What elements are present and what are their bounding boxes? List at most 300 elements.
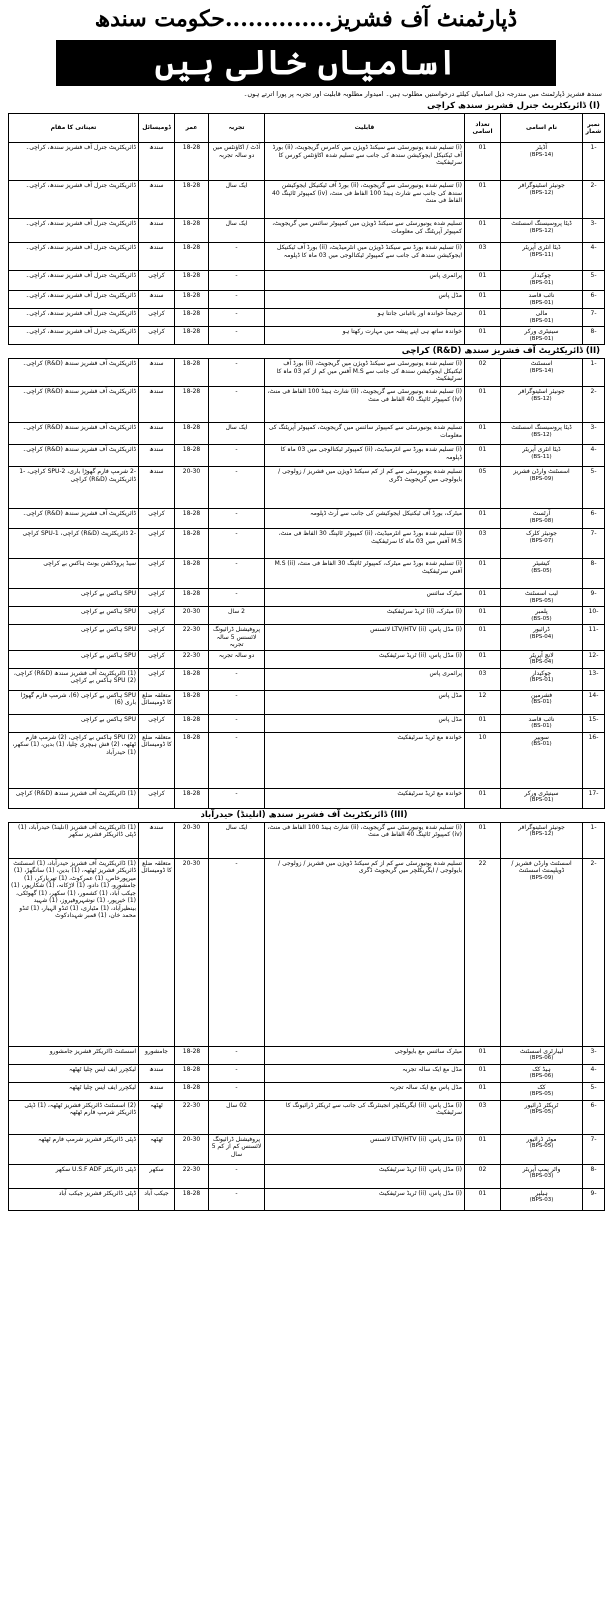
dom-cell: سندھ: [139, 143, 175, 181]
post-name-cell: جونیئر کلرک (BPS-07): [501, 529, 583, 559]
post-name-cell: جونیئر اسٹینوگرافر (BS-12): [501, 387, 583, 423]
age-cell: 22-30: [175, 650, 209, 668]
count-cell: 01: [465, 423, 501, 445]
post-name-cell: کک (BPS-05): [501, 1082, 583, 1100]
age-cell: 18-28: [175, 529, 209, 559]
qual-cell: تسلیم شدہ یونیورسٹی سے کم از کم سیکنڈ ڈویژن میں فشریز / زولوجی / بایولوجی / ایگریکلچر میں گریجویٹ ڈگری: [265, 858, 465, 1046]
table-row: [9, 822, 605, 858]
count-cell: 01: [465, 1082, 501, 1100]
dom-cell: سندھ: [139, 822, 175, 858]
dom-cell: ٹھٹھہ: [139, 1134, 175, 1164]
qual-cell: مڈل پاس: [265, 291, 465, 309]
age-cell: 18-28: [175, 143, 209, 181]
qual-cell: تسلیم شدہ یونیورسٹی سے کم از کم سیکنڈ ڈویژن میں فشریز / زولوجی / بایولوجی میں گریجویٹ ڈگری: [265, 467, 465, 509]
place-cell: -2 شرمپ فارم گھوڑا باری، SPU-2 کراچی، -1 ڈائریکٹریٹ (R&D) کراچی: [9, 467, 139, 509]
qual-cell: میٹرک سائنس: [265, 589, 465, 607]
post-name-cell: اسسٹنٹ (BPS-14): [501, 359, 583, 387]
place-cell: ڈپٹی ڈائریکٹر U.S.F ADF سکھر: [9, 1164, 139, 1188]
dom-cell: سندھ: [139, 181, 175, 219]
vacancy-table: [8, 822, 605, 1211]
age-cell: 18-28: [175, 219, 209, 243]
qual-cell: (i) تسلیم شدہ یونیورسٹی سے سیکنڈ ڈویژن میں کامرس گریجویٹ، (ii) بورڈ آف ٹیکنیکل ایجوکیشن سندھ کی جانب سے تسلیم شدہ اکاؤنٹس کورس کا سرٹیفکیٹ: [265, 143, 465, 181]
place-cell: ڈائریکٹریٹ جنرل آف فشریز سندھ، کراچی۔: [9, 327, 139, 345]
place-cell: (2) اسسٹنٹ ڈائریکٹر فشریز ٹھٹھہ، (1) ڈپٹی ڈائریکٹر شرمپ فارم ٹھٹھہ: [9, 1100, 139, 1134]
dom-cell: کراچی: [139, 714, 175, 732]
qual-cell: (i) تسلیم شدہ بورڈ سے سیکنڈ ڈویژن میں انٹرمیڈیٹ، (ii) بورڈ آف ٹیکنیکل ایجوکیشن سندھ کی جانب سے کمپیوٹر ٹیکنالوجی میں 03 ماہ کا ڈپلومہ: [265, 243, 465, 271]
post-name-cell: ڈیٹا انٹری آپریٹر (BPS-11): [501, 243, 583, 271]
age-cell: 18-28: [175, 271, 209, 291]
sections-container: [8, 101, 604, 1211]
count-cell: 01: [465, 143, 501, 181]
no-cell: -12: [583, 650, 605, 668]
count-cell: 01: [465, 1064, 501, 1082]
table-row: [9, 1134, 605, 1164]
place-cell: ڈائریکٹریٹ آف فشریز سندھ (R&D) کراچی۔: [9, 423, 139, 445]
exp-cell: -: [209, 359, 265, 387]
qual-cell: مڈل پاس مع ایک سالہ تجربہ: [265, 1082, 465, 1100]
exp-cell: -: [209, 529, 265, 559]
place-cell: (2) SPU ہاکس بے کراچی، (2) شرمپ فارم ٹھٹھہ، (2) فش ہیچری چلیا، (1) بدین، (1) سکھر، (1) حیدرآباد: [9, 732, 139, 788]
no-cell: -14: [583, 690, 605, 714]
count-cell: 01: [465, 714, 501, 732]
age-cell: 18-28: [175, 445, 209, 467]
post-name-cell: ڈرائیور (BPS-04): [501, 625, 583, 651]
no-cell: -5: [583, 1082, 605, 1100]
table-row: [9, 143, 605, 181]
exp-cell: -: [209, 1164, 265, 1188]
qual-cell: (i) مڈل پاس، (ii) ٹریڈ سرٹیفکیٹ: [265, 650, 465, 668]
post-name-cell: ڈیٹا پروسیسنگ اسسٹنٹ (BS-12): [501, 423, 583, 445]
no-cell: -1: [583, 143, 605, 181]
dom-cell: سندھ: [139, 387, 175, 423]
count-cell: 12: [465, 690, 501, 714]
place-cell: -2 ڈائریکٹریٹ (R&D) کراچی، SPU-1 کراچی: [9, 529, 139, 559]
no-cell: -4: [583, 445, 605, 467]
table-row: [9, 1046, 605, 1064]
qual-cell: مڈل پاس: [265, 690, 465, 714]
count-cell: 22: [465, 858, 501, 1046]
qual-cell: (i) مڈل پاس، (ii) ٹریڈ سرٹیفکیٹ: [265, 1164, 465, 1188]
qual-cell: مڈل پاس: [265, 714, 465, 732]
no-cell: -3: [583, 423, 605, 445]
dom-cell: کراچی: [139, 607, 175, 625]
exp-cell: -: [209, 467, 265, 509]
table-row: [9, 327, 605, 345]
dom-cell: کراچی: [139, 650, 175, 668]
column-header: عمر: [175, 114, 209, 143]
age-cell: 18-28: [175, 690, 209, 714]
qual-cell: (i) تسلیم شدہ یونیورسٹی سے گریجویٹ، (ii) شارٹ ہینڈ 100 الفاظ فی منٹ، (iv) کمپیوٹر ٹائپنگ 40 الفاظ فی منٹ: [265, 822, 465, 858]
count-cell: 01: [465, 559, 501, 589]
table-row: [9, 650, 605, 668]
column-header: تجربہ: [209, 114, 265, 143]
dom-cell: سندھ: [139, 1064, 175, 1082]
count-cell: 03: [465, 243, 501, 271]
exp-cell: -: [209, 445, 265, 467]
section-title: (III) ڈائریکٹریٹ آف فشریز سندھ (انلینڈ) حیدرآباد: [200, 809, 408, 820]
age-cell: 18-28: [175, 181, 209, 219]
age-cell: 20-30: [175, 467, 209, 509]
table-row: [9, 559, 605, 589]
qual-cell: تسلیم شدہ یونیورسٹی سے کمپیوٹر سائنس میں گریجویٹ، کمپیوٹر آپریٹنگ کی معلومات: [265, 423, 465, 445]
no-cell: -13: [583, 668, 605, 690]
age-cell: 18-28: [175, 327, 209, 345]
exp-cell: دو سالہ تجربہ: [209, 650, 265, 668]
exp-cell: پروفیشنل ڈرائیونگ لائسنس 5 سالہ تجربہ: [209, 625, 265, 651]
age-cell: 18-28: [175, 359, 209, 387]
column-header: نام اسامی: [501, 114, 583, 143]
dom-cell: جیکب آباد: [139, 1188, 175, 1210]
dom-cell: سندھ: [139, 243, 175, 271]
exp-cell: -: [209, 788, 265, 808]
count-cell: 01: [465, 822, 501, 858]
age-cell: 22-30: [175, 625, 209, 651]
count-cell: 03: [465, 668, 501, 690]
place-cell: سیڈ پروڈکشن یونٹ ہاکس بے کراچی: [9, 559, 139, 589]
place-cell: ڈائریکٹریٹ جنرل آف فشریز سندھ، کراچی۔: [9, 309, 139, 327]
count-cell: 01: [465, 1046, 501, 1064]
age-cell: 18-28: [175, 668, 209, 690]
dom-cell: کراچی: [139, 327, 175, 345]
post-name-cell: جونیئر اسٹینوگرافر (BPS-12): [501, 181, 583, 219]
post-name-cell: ڈیٹا انٹری آپریٹر (BS-11): [501, 445, 583, 467]
table-row: [9, 1164, 605, 1188]
count-cell: 05: [465, 467, 501, 509]
table-row: [9, 445, 605, 467]
exp-cell: -: [209, 1188, 265, 1210]
place-cell: SPU ہاکس بے کراچی: [9, 625, 139, 651]
post-name-cell: لانچ آپریٹر (BPS-04): [501, 650, 583, 668]
count-cell: 01: [465, 788, 501, 808]
table-row: [9, 858, 605, 1046]
place-cell: (1) ڈائریکٹریٹ آف فشریز حیدرآباد، (1) اسسٹنٹ ڈائریکٹر فشریز ٹھٹھہ، (1) بدین، (1) سانگھڑ، (1) میرپورخاص، (1) عمرکوٹ، (1) تھرپارکر، (1) جامشورو، (1) دادو، (1) لاڑکانہ، (1) شکارپور، (1) جیکب آباد، (1) کشمور، (1) سکھر، (1) گھوٹکی، (1) خیرپور، (1) نوشہروفیروز، (1) شہید بینظیرآباد، (1) مٹیاری، (1) ٹنڈو الہیار، (1) ٹنڈو محمد خان، (1) قمبر شہدادکوٹ: [9, 858, 139, 1046]
no-cell: -8: [583, 327, 605, 345]
age-cell: 18-28: [175, 243, 209, 271]
section-title: (I) ڈائریکٹریٹ جنرل فشریز سندھ کراچی: [427, 101, 600, 111]
post-name-cell: ٹریکٹر ڈرائیور (BPS-05): [501, 1100, 583, 1134]
age-cell: 18-28: [175, 387, 209, 423]
count-cell: 01: [465, 625, 501, 651]
count-cell: 01: [465, 509, 501, 529]
dom-cell: جامشورو: [139, 1046, 175, 1064]
dom-cell: سندھ: [139, 467, 175, 509]
dom-cell: متعلقہ ضلع کا ڈومیسائل: [139, 858, 175, 1046]
place-cell: ڈائریکٹریٹ آف فشریز سندھ (R&D) کراچی۔: [9, 359, 139, 387]
no-cell: -5: [583, 467, 605, 509]
qual-cell: (i) مڈل پاس، (ii) LTV/HTV لائسنس: [265, 1134, 465, 1164]
age-cell: 18-28: [175, 423, 209, 445]
post-name-cell: اسسٹنٹ وارڈن فشریز (BPS-09): [501, 467, 583, 509]
no-cell: -3: [583, 219, 605, 243]
exp-cell: -: [209, 668, 265, 690]
age-cell: 18-28: [175, 714, 209, 732]
qual-cell: میٹرک، بورڈ آف ٹیکنیکل ایجوکیشن کی جانب سے آرٹ ڈپلومہ: [265, 509, 465, 529]
dom-cell: متعلقہ ضلع کا ڈومیسائل: [139, 690, 175, 714]
exp-cell: ایک سال: [209, 219, 265, 243]
exp-cell: -: [209, 732, 265, 788]
age-cell: 18-28: [175, 788, 209, 808]
qual-cell: خواندہ مع ٹریڈ سرٹیفکیٹ: [265, 788, 465, 808]
age-cell: 18-28: [175, 1082, 209, 1100]
table-row: [9, 668, 605, 690]
count-cell: 01: [465, 271, 501, 291]
table-row: [9, 219, 605, 243]
dom-cell: سندھ: [139, 359, 175, 387]
count-cell: 01: [465, 445, 501, 467]
post-name-cell: سینیٹری ورکر (BPS-01): [501, 788, 583, 808]
dom-cell: سندھ: [139, 291, 175, 309]
no-cell: -7: [583, 309, 605, 327]
exp-cell: -: [209, 690, 265, 714]
table-row: [9, 387, 605, 423]
count-cell: 02: [465, 359, 501, 387]
age-cell: 20-30: [175, 1134, 209, 1164]
count-cell: 01: [465, 181, 501, 219]
age-cell: 22-30: [175, 1164, 209, 1188]
place-cell: SPU ہاکس بے کراچی: [9, 589, 139, 607]
no-cell: -8: [583, 559, 605, 589]
count-cell: 01: [465, 650, 501, 668]
exp-cell: -: [209, 1046, 265, 1064]
dom-cell: سندھ: [139, 423, 175, 445]
qual-cell: (i) تسلیم شدہ یونیورسٹی سے گریجویٹ، (ii) شارٹ ہینڈ 100 الفاظ فی منٹ، (iv) کمپیوٹر ٹائپنگ 40 الفاظ فی منٹ: [265, 387, 465, 423]
no-cell: -17: [583, 788, 605, 808]
place-cell: SPU ہاکس بے کراچی (6)، شرمپ فارم گھوڑا باری (6): [9, 690, 139, 714]
column-header: تعداد اسامی: [465, 114, 501, 143]
no-cell: -7: [583, 529, 605, 559]
no-cell: -16: [583, 732, 605, 788]
age-cell: 20-30: [175, 822, 209, 858]
count-cell: 01: [465, 219, 501, 243]
place-cell: اسسٹنٹ ڈائریکٹر فشریز جامشورو: [9, 1046, 139, 1064]
place-cell: لیکچرر ایف ایس چلیا ٹھٹھہ: [9, 1064, 139, 1082]
place-cell: ڈائریکٹریٹ جنرل آف فشریز سندھ، کراچی۔: [9, 243, 139, 271]
table-row: [9, 589, 605, 607]
exp-cell: -: [209, 714, 265, 732]
place-cell: SPU ہاکس بے کراچی: [9, 650, 139, 668]
dom-cell: متعلقہ ضلع کا ڈومیسائل: [139, 732, 175, 788]
table-row: [9, 607, 605, 625]
place-cell: ڈائریکٹریٹ آف فشریز سندھ (R&D) کراچی۔: [9, 387, 139, 423]
exp-cell: ایک سال: [209, 181, 265, 219]
post-name-cell: فشرمین (BS-01): [501, 690, 583, 714]
dom-cell: سندھ: [139, 219, 175, 243]
count-cell: 01: [465, 607, 501, 625]
qual-cell: پرائمری پاس: [265, 668, 465, 690]
column-header: ڈومیسائل: [139, 114, 175, 143]
post-name-cell: لیب اسسٹنٹ (BPS-05): [501, 589, 583, 607]
place-cell: (1) ڈائریکٹریٹ آف فشریز سندھ (R&D) کراچی: [9, 788, 139, 808]
post-name-cell: چوکیدار (BPS-01): [501, 668, 583, 690]
exp-cell: -: [209, 559, 265, 589]
age-cell: 18-28: [175, 732, 209, 788]
table-row: [9, 291, 605, 309]
qual-cell: مڈل مع ایک سالہ تجربہ: [265, 1064, 465, 1082]
post-name-cell: اسسٹنٹ وارڈن فشریز / ڈویلپمنٹ اسسٹنٹ (BPS-09): [501, 858, 583, 1046]
qual-cell: ترجیحاً خواندہ اور باغبانی جانتا ہو: [265, 309, 465, 327]
post-name-cell: آرٹسٹ (BPS-08): [501, 509, 583, 529]
table-row: [9, 309, 605, 327]
count-cell: 03: [465, 1100, 501, 1134]
place-cell: ڈائریکٹریٹ جنرل آف فشریز سندھ، کراچی۔: [9, 219, 139, 243]
vacancy-table: [8, 358, 605, 809]
dom-cell: سندھ: [139, 1082, 175, 1100]
exp-cell: 2 سال: [209, 607, 265, 625]
place-cell: لیکچرر ایف ایس چلیا ٹھٹھہ: [9, 1082, 139, 1100]
no-cell: -2: [583, 387, 605, 423]
post-name-cell: موٹر ڈرائیور (BPS-05): [501, 1134, 583, 1164]
post-name-cell: واٹر پمپ آپریٹر (BPS-03): [501, 1164, 583, 1188]
dom-cell: کراچی: [139, 788, 175, 808]
column-header: تعیناتی کا مقام: [9, 114, 139, 143]
no-cell: -2: [583, 181, 605, 219]
place-cell: ڈائریکٹریٹ جنرل آف فشریز سندھ، کراچی۔: [9, 271, 139, 291]
table-row: [9, 1100, 605, 1134]
age-cell: 18-28: [175, 589, 209, 607]
post-name-cell: چوکیدار (BPS-01): [501, 271, 583, 291]
exp-cell: -: [209, 327, 265, 345]
post-name-cell: پلمبر (BS-05): [501, 607, 583, 625]
count-cell: 01: [465, 589, 501, 607]
count-cell: 02: [465, 1164, 501, 1188]
table-row: [9, 359, 605, 387]
age-cell: 18-28: [175, 509, 209, 529]
table-row: [9, 1188, 605, 1210]
no-cell: -10: [583, 607, 605, 625]
age-cell: 18-28: [175, 1046, 209, 1064]
dom-cell: ٹھٹھہ: [139, 1100, 175, 1134]
no-cell: -6: [583, 509, 605, 529]
exp-cell: -: [209, 243, 265, 271]
table-row: [9, 181, 605, 219]
no-cell: -2: [583, 858, 605, 1046]
qual-cell: پرائمری پاس: [265, 271, 465, 291]
post-name-cell: کیشیئر (BS-05): [501, 559, 583, 589]
qual-cell: (i) تسلیم شدہ یونیورسٹی سے گریجویٹ، (ii) بورڈ آف ٹیکنیکل ایجوکیشن سندھ کی جانب سے شارٹ ہینڈ 100 الفاظ فی منٹ، (iv) کمپیوٹر ٹائپنگ 40 الفاظ فی منٹ: [265, 181, 465, 219]
table-row: [9, 529, 605, 559]
post-name-cell: سویپر (BS-01): [501, 732, 583, 788]
count-cell: 03: [465, 529, 501, 559]
place-cell: (1) ڈائریکٹریٹ آف فشریز (انلینڈ) حیدرآباد، (1) ڈپٹی ڈائریکٹر فشریز سکھر: [9, 822, 139, 858]
post-name-cell: سینیٹری ورکر (BPS-01): [501, 327, 583, 345]
qual-cell: میٹرک سائنس مع بایولوجی: [265, 1046, 465, 1064]
table-row: [9, 714, 605, 732]
table-row: [9, 467, 605, 509]
count-cell: 01: [465, 1188, 501, 1210]
qual-cell: خواندہ مع ٹریڈ سرٹیفکیٹ: [265, 732, 465, 788]
post-name-cell: لیبارٹری اسسٹنٹ (BPS-06): [501, 1046, 583, 1064]
qual-cell: (i) میٹرک، (ii) ٹریڈ سرٹیفکیٹ: [265, 607, 465, 625]
qual-cell: (i) تسلیم شدہ بورڈ سے میٹرک، کمپیوٹر ٹائپنگ 30 الفاظ فی منٹ، (ii) M.S آفس سرٹیفکیٹ: [265, 559, 465, 589]
place-cell: ڈپٹی ڈائریکٹر فشریز شرمپ فارم ٹھٹھہ: [9, 1134, 139, 1164]
age-cell: 22-30: [175, 1100, 209, 1134]
place-cell: ڈپٹی ڈائریکٹر فشریز جیکب آباد: [9, 1188, 139, 1210]
vacancy-table: [8, 113, 605, 345]
post-name-cell: مالی (BPS-01): [501, 309, 583, 327]
department-title: ڈپارٹمنٹ آف فشریز..............حکومت سندھ: [94, 6, 518, 32]
table-row: [9, 1082, 605, 1100]
dom-cell: سندھ: [139, 445, 175, 467]
section-title: (II) ڈائریکٹریٹ آف فشریز سندھ (R&D) کراچی: [401, 346, 600, 356]
no-cell: -7: [583, 1134, 605, 1164]
post-name-cell: ہیڈ کک (BPS-06): [501, 1064, 583, 1082]
dom-cell: کراچی: [139, 529, 175, 559]
dom-cell: کراچی: [139, 309, 175, 327]
qual-cell: (i) تسلیم شدہ بورڈ سے انٹرمیڈیٹ، (ii) کمپیوٹر ٹائپنگ 30 الفاظ فی منٹ، M.S آفس میں 03 ماہ کا سرٹیفکیٹ: [265, 529, 465, 559]
no-cell: -8: [583, 1164, 605, 1188]
post-name-cell: نائب قاصد (BPS-01): [501, 291, 583, 309]
no-cell: -4: [583, 1064, 605, 1082]
exp-cell: -: [209, 1064, 265, 1082]
count-cell: 01: [465, 1134, 501, 1164]
table-row: [9, 732, 605, 788]
table-row: [9, 1064, 605, 1082]
age-cell: 20-30: [175, 858, 209, 1046]
qual-cell: (i) مڈل پاس، (ii) ٹریڈ سرٹیفکیٹ: [265, 1188, 465, 1210]
place-cell: ڈائریکٹریٹ آف فشریز سندھ (R&D) کراچی۔: [9, 445, 139, 467]
qual-cell: تسلیم شدہ یونیورسٹی سے سیکنڈ ڈویژن میں کمپیوٹر سائنس میں گریجویٹ، کمپیوٹر آپریٹنگ کی معلومات: [265, 219, 465, 243]
no-cell: -5: [583, 271, 605, 291]
qual-cell: (i) تسلیم شدہ یونیورسٹی سے سیکنڈ ڈویژن میں گریجویٹ، (ii) بورڈ آف ٹیکنیکل ایجوکیشن سندھ کی جانب سے M.S آفس میں کم از کم 03 ماہ کا سرٹیفکیٹ: [265, 359, 465, 387]
place-cell: ڈائریکٹریٹ آف فشریز سندھ (R&D) کراچی۔: [9, 509, 139, 529]
no-cell: -15: [583, 714, 605, 732]
no-cell: -6: [583, 291, 605, 309]
table-row: [9, 625, 605, 651]
table-header-row: [9, 114, 605, 143]
qual-cell: (i) تسلیم شدہ بورڈ سے انٹرمیڈیٹ، (ii) کمپیوٹر ٹیکنالوجی میں 03 ماہ کا ڈپلومہ: [265, 445, 465, 467]
exp-cell: -: [209, 271, 265, 291]
age-cell: 20-30: [175, 607, 209, 625]
qual-cell: (i) مڈل پاس، (ii) ایگریکلچر انجینئرنگ کی جانب سے ٹریکٹر ڈرائیونگ کا سرٹیفکیٹ: [265, 1100, 465, 1134]
exp-cell: -: [209, 291, 265, 309]
exp-cell: -: [209, 589, 265, 607]
table-row: [9, 788, 605, 808]
qual-cell: خواندہ ساتھ ہی اپنے پیشہ میں مہارت رکھتا ہو: [265, 327, 465, 345]
dom-cell: کراچی: [139, 589, 175, 607]
exp-cell: -: [209, 1082, 265, 1100]
place-cell: SPU ہاکس بے کراچی: [9, 607, 139, 625]
post-name-cell: آڈیٹر (BPS-14): [501, 143, 583, 181]
table-row: [9, 423, 605, 445]
table-row: [9, 509, 605, 529]
post-name-cell: جونیئر اسٹینوگرافر (BPS-12): [501, 822, 583, 858]
place-cell: (1) ڈائریکٹریٹ آف فشریز سندھ (R&D) کراچی، (2) SPU ہاکس بے کراچی: [9, 668, 139, 690]
column-header: قابلیت: [265, 114, 465, 143]
dom-cell: کراچی: [139, 559, 175, 589]
exp-cell: -: [209, 309, 265, 327]
no-cell: -1: [583, 822, 605, 858]
intro-text: سندھ فشریز ڈپارٹمنٹ میں مندرجہ ذیل اسامیاں کیلئے درخواستیں مطلوب ہیں۔ امیدوار مطلوبہ قابلیت اور تجربہ پر پورا اترتے ہوں۔: [243, 90, 602, 98]
table-row: [9, 690, 605, 714]
table-row: [9, 243, 605, 271]
dom-cell: کراچی: [139, 625, 175, 651]
dom-cell: کراچی: [139, 668, 175, 690]
no-cell: -1: [583, 359, 605, 387]
exp-cell: 02 سال: [209, 1100, 265, 1134]
column-header: نمبر شمار: [583, 114, 605, 143]
no-cell: -6: [583, 1100, 605, 1134]
dom-cell: کراچی: [139, 509, 175, 529]
post-name-cell: ڈیٹا پروسیسنگ اسسٹنٹ (BPS-12): [501, 219, 583, 243]
dom-cell: کراچی: [139, 271, 175, 291]
post-name-cell: نائب قاصد (BS-01): [501, 714, 583, 732]
table-row: [9, 271, 605, 291]
count-cell: 01: [465, 327, 501, 345]
dom-cell: سکھر: [139, 1164, 175, 1188]
place-cell: SPU ہاکس بے کراچی: [9, 714, 139, 732]
exp-cell: آڈٹ / اکاؤنٹس میں دو سالہ تجربہ: [209, 143, 265, 181]
age-cell: 18-28: [175, 1188, 209, 1210]
